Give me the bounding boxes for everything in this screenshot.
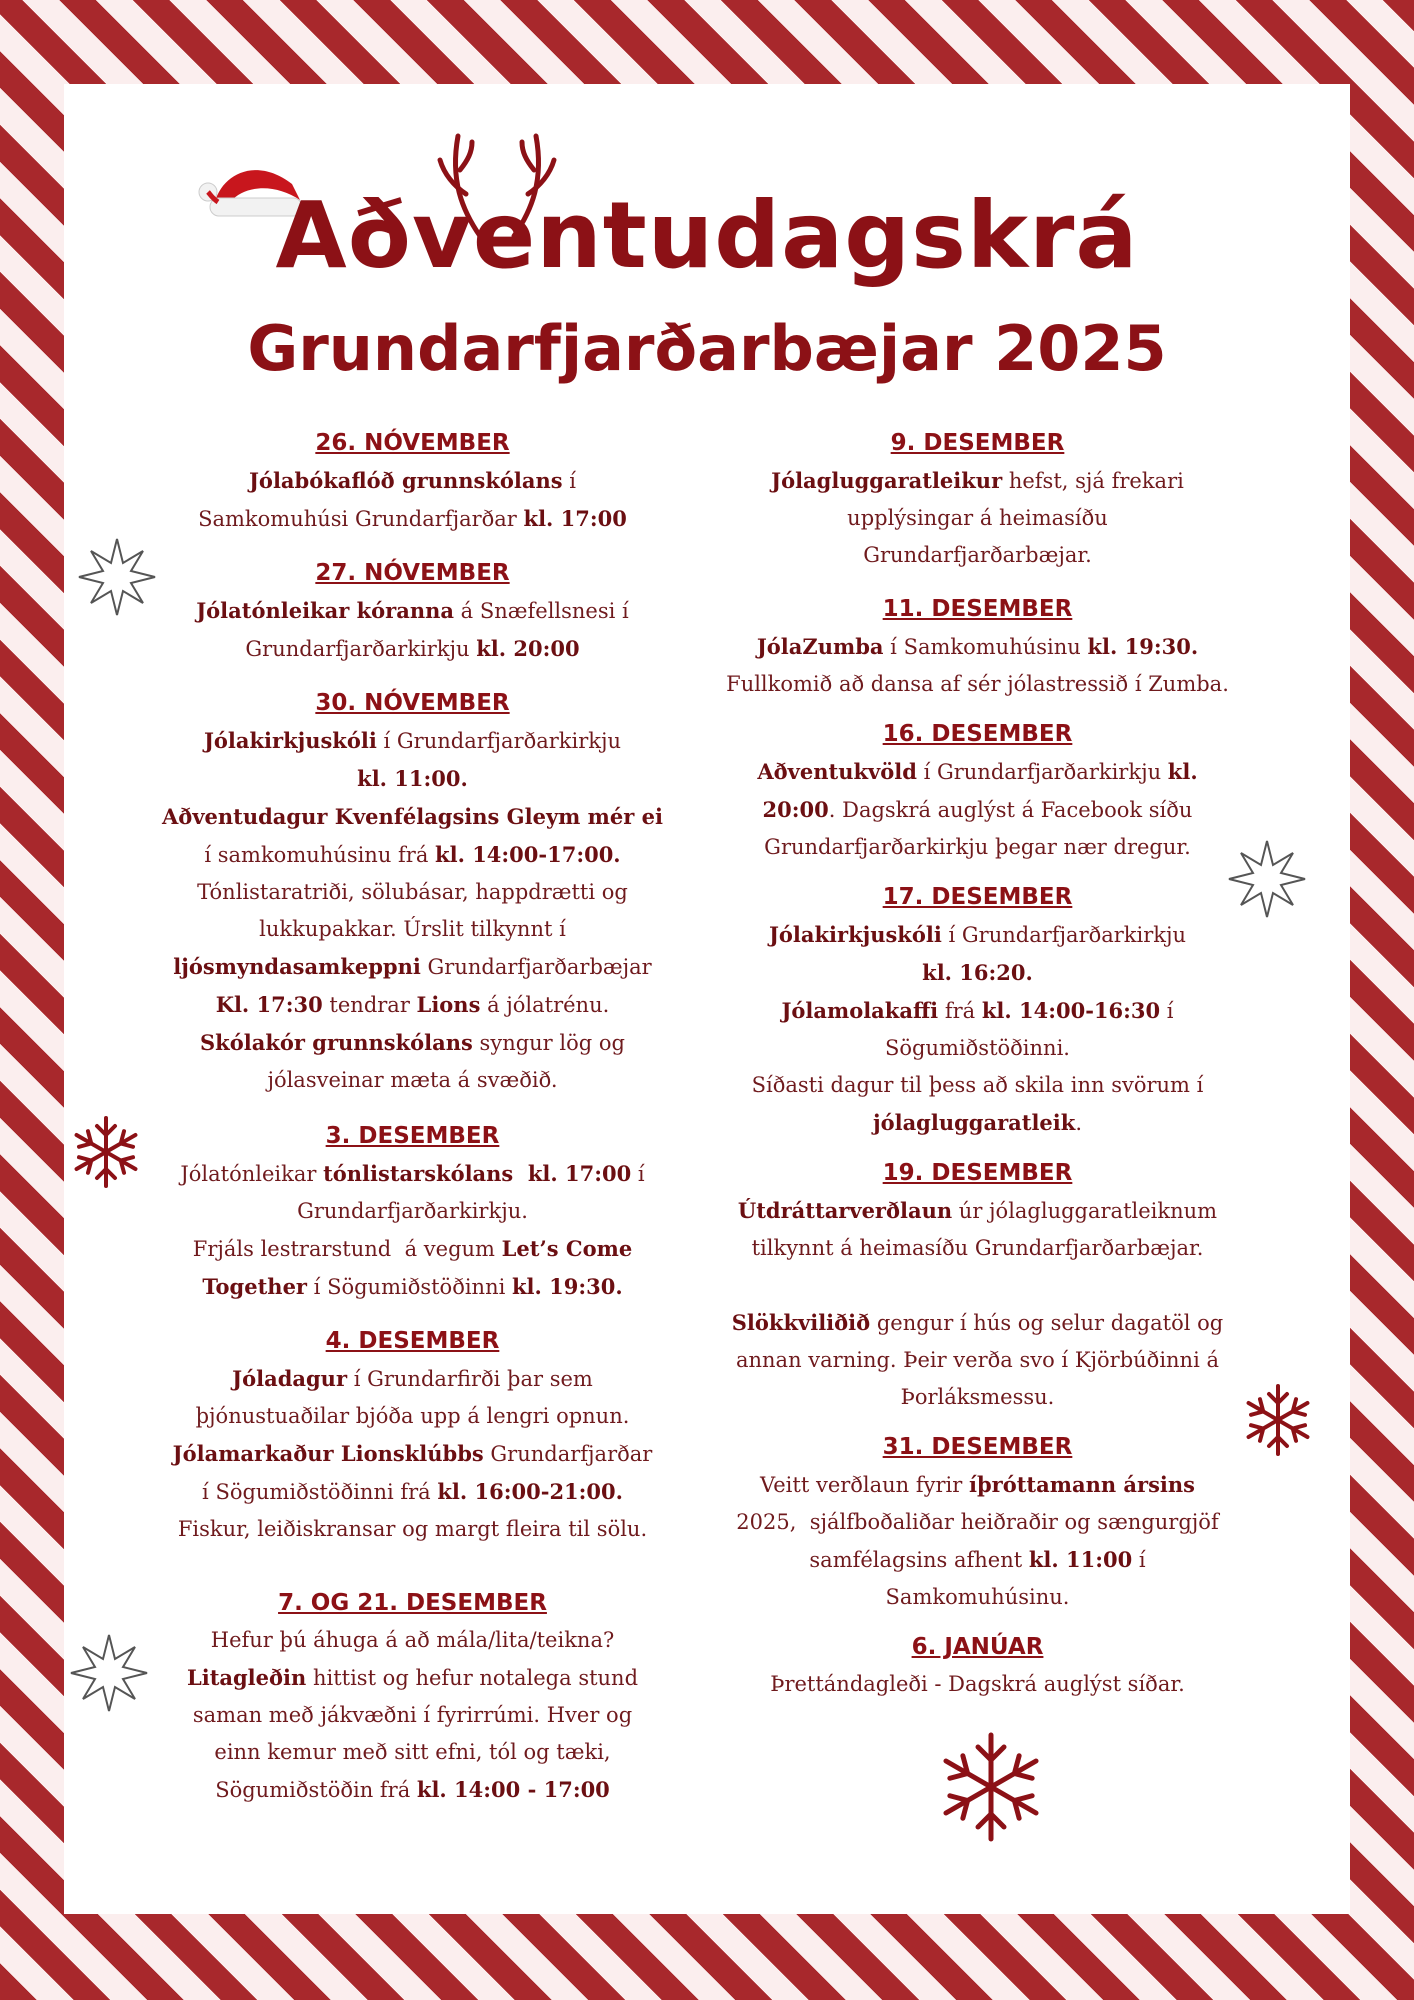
event-date: 17. DESEMBER — [882, 884, 1073, 910]
event-block — [690, 1158, 1265, 1416]
event-line — [690, 462, 1265, 500]
event-text: Grundarfjarðar — [483, 1442, 653, 1466]
event-line — [140, 1193, 685, 1230]
event-text: á jólatrénu. — [480, 993, 610, 1017]
event-block — [690, 1432, 1265, 1616]
event-text: frá — [938, 999, 982, 1023]
highlight-text: Jólamarkaður Lionsklúbbs — [172, 1441, 484, 1466]
event-date: 30. NÓVEMBER — [315, 690, 510, 716]
highlight-text: Jólakirkjuskóli — [203, 728, 377, 753]
event-text: Fullkomið að dansa af sér jólastressið í Zumba. — [726, 672, 1229, 696]
highlight-text: Together — [202, 1274, 307, 1299]
event-line — [140, 874, 685, 911]
event-line — [690, 537, 1265, 574]
event-date: 7. OG 21. DESEMBER — [278, 1590, 547, 1616]
event-date: 3. DESEMBER — [325, 1123, 500, 1149]
event-block — [140, 1121, 685, 1306]
event-text: Sögumiðstöðin frá — [215, 1778, 417, 1802]
event-text: Grundarfjarðarkirkju. — [297, 1199, 528, 1223]
event-text: Hefur þú áhuga á að mála/lita/teikna? — [210, 1628, 615, 1652]
snowflake-icon — [934, 1730, 1048, 1844]
event-text: jólasveinar mæta á svæðið. — [267, 1068, 558, 1092]
event-description — [140, 1155, 685, 1306]
event-date: 11. DESEMBER — [882, 596, 1073, 622]
event-line — [140, 1697, 685, 1734]
event-text: í Sögumiðstöðinni frá — [202, 1480, 438, 1504]
event-line — [690, 1104, 1265, 1142]
event-line — [690, 1230, 1265, 1267]
event-text: í Sögumiðstöðinni — [307, 1275, 512, 1299]
event-date: 9. DESEMBER — [890, 430, 1065, 456]
event-text: syngur lög og — [472, 1031, 625, 1055]
star-icon — [68, 1632, 150, 1714]
event-text: Fiskur, leiðiskransar og margt fleira til sölu. — [177, 1517, 648, 1541]
page-subtitle: Grundarfjarðarbæjar 2025 — [247, 312, 1167, 385]
event-description — [140, 592, 685, 668]
event-line — [140, 462, 685, 500]
event-description — [690, 628, 1265, 703]
event-date: 4. DESEMBER — [325, 1328, 500, 1354]
event-line — [140, 1734, 685, 1771]
event-line — [690, 1541, 1265, 1579]
event-line — [140, 1062, 685, 1099]
star-icon — [76, 536, 158, 618]
event-text: Tónlistaratriði, sölubásar, happdrætti og — [197, 880, 628, 904]
highlight-text: Aðventudagur Kvenfélagsins Gleym mér ei — [162, 804, 663, 829]
event-text: í Grundarfjarðarkirkju — [941, 923, 1187, 947]
event-line — [690, 1579, 1265, 1616]
highlight-text: Litagleðin — [186, 1665, 307, 1690]
event-text: tilkynnt á heimasíðu Grundarfjarðarbæjar. — [751, 1236, 1204, 1260]
event-line — [690, 500, 1265, 537]
event-line — [690, 791, 1265, 829]
event-date: 6. JANÚAR — [911, 1634, 1044, 1660]
event-text: Jólatónleikar — [180, 1162, 324, 1186]
event-line — [140, 1360, 685, 1398]
event-text — [974, 1273, 981, 1297]
event-text: . Dagskrá auglýst á Facebook síðu — [828, 798, 1193, 822]
snowflake-icon — [68, 1114, 144, 1190]
event-line — [690, 1030, 1265, 1067]
event-date: 27. NÓVEMBER — [315, 560, 510, 586]
event-line — [690, 1304, 1265, 1342]
event-line — [690, 753, 1265, 791]
highlight-text: Jólakirkjuskóli — [768, 922, 942, 947]
event-line — [140, 1435, 685, 1473]
event-text: Frjáls lestrarstund á vegum — [192, 1237, 502, 1261]
event-line — [140, 1024, 685, 1062]
highlight-text: 20:00 — [762, 797, 829, 822]
highlight-text: kl. 16:20. — [922, 960, 1033, 985]
highlight-text: Kl. 17:30 — [215, 992, 323, 1017]
event-text: Grundarfjarðarbæjar — [420, 955, 652, 979]
event-line — [690, 1504, 1265, 1541]
highlight-text: Jólabókaflóð grunnskólans — [249, 468, 563, 493]
event-line — [140, 760, 685, 798]
event-text: 2025, sjálfboðaliðar heiðraðir og sængurgjöf — [736, 1510, 1219, 1534]
event-line — [140, 1771, 685, 1809]
event-description — [690, 1192, 1265, 1416]
snowflake-icon — [1240, 1382, 1316, 1458]
highlight-text: Slökkviliðið — [731, 1310, 871, 1335]
event-text: saman með jákvæðni í fyrirrúmi. Hver og — [192, 1703, 633, 1727]
star-icon — [1226, 838, 1308, 920]
highlight-text: kl. 11:00 — [1028, 1547, 1133, 1572]
event-text: upplýsingar á heimasíðu — [847, 506, 1108, 530]
highlight-text: kl. 17:00 — [523, 506, 627, 531]
event-line — [140, 948, 685, 986]
highlight-text: Aðventukvöld — [757, 759, 917, 784]
highlight-text: Jólamolakaffi — [781, 998, 939, 1023]
event-line — [690, 1267, 1265, 1304]
event-line — [690, 916, 1265, 954]
highlight-text: kl. 16:00-21:00. — [437, 1479, 623, 1504]
event-description — [140, 462, 685, 538]
event-line — [690, 829, 1265, 866]
event-date: 19. DESEMBER — [882, 1160, 1073, 1186]
highlight-text: kl. — [1167, 759, 1198, 784]
highlight-text: Lions — [416, 992, 481, 1017]
event-line — [690, 1466, 1265, 1504]
event-line — [140, 836, 685, 874]
highlight-text: kl. 11:00. — [357, 766, 468, 791]
highlight-text: kl. 19:30. — [1087, 634, 1199, 659]
event-text: lukkupakkar. Úrslit tilkynnt í — [259, 917, 566, 941]
page-title: Aðventudagskrá — [275, 182, 1139, 289]
event-date: 26. NÓVEMBER — [315, 430, 510, 456]
event-text: Síðasti dagur til þess að skila inn svörum í — [751, 1073, 1204, 1097]
event-text: á Snæfellsnesi í — [453, 599, 629, 623]
highlight-text: Skólakór grunnskólans — [200, 1030, 473, 1055]
event-block — [690, 719, 1265, 866]
highlight-text: kl. 14:00 - 17:00 — [416, 1777, 610, 1802]
event-text: í — [631, 1162, 645, 1186]
event-description — [690, 462, 1265, 574]
event-line — [140, 986, 685, 1024]
event-text: tendrar — [322, 993, 417, 1017]
right-column — [690, 428, 1265, 1703]
event-line — [690, 1067, 1265, 1104]
event-line — [140, 722, 685, 760]
left-column — [140, 428, 685, 1809]
event-text: í Samkomuhúsinu — [883, 635, 1088, 659]
event-description — [140, 1360, 685, 1548]
event-line — [140, 1473, 685, 1511]
event-date: 16. DESEMBER — [882, 721, 1073, 747]
event-text: Grundarfjarðarkirkju þegar nær dregur. — [764, 835, 1191, 859]
event-block — [140, 428, 685, 538]
event-description — [140, 722, 685, 1099]
event-description — [690, 916, 1265, 1142]
highlight-text: kl. 14:00-16:30 — [981, 998, 1161, 1023]
event-description — [690, 1666, 1265, 1703]
event-block — [140, 1588, 685, 1809]
event-line — [140, 1511, 685, 1548]
event-text: í Grundarfjarðarkirkju — [916, 760, 1168, 784]
event-text: . — [1075, 1111, 1083, 1135]
event-line — [140, 1659, 685, 1697]
event-text: Þorláksmessu. — [900, 1385, 1055, 1409]
event-description — [690, 753, 1265, 866]
highlight-text: kl. 14:00-17:00. — [435, 842, 621, 867]
highlight-text: jólagluggaratleik — [872, 1110, 1076, 1135]
event-line — [690, 954, 1265, 992]
event-text: úr jólagluggaratleiknum — [952, 1199, 1218, 1223]
highlight-text: Útdráttarverðlaun — [737, 1198, 953, 1223]
event-line — [140, 1155, 685, 1193]
event-line — [690, 666, 1265, 703]
highlight-text: JólaZumba — [756, 634, 884, 659]
event-text: hittist og hefur notalega stund — [306, 1666, 639, 1690]
event-text: Sögumiðstöðinni. — [885, 1036, 1070, 1060]
event-line — [690, 1192, 1265, 1230]
event-text: samfélagsins afhent — [809, 1548, 1029, 1572]
event-text: í — [562, 469, 576, 493]
event-text: þjónustuaðilar bjóða upp á lengri opnun. — [195, 1404, 630, 1428]
event-line — [140, 1230, 685, 1268]
event-line — [140, 1398, 685, 1435]
event-text: Þrettándagleði - Dagskrá auglýst síðar. — [770, 1672, 1185, 1696]
highlight-text: ljósmyndasamkeppni — [173, 954, 421, 979]
event-description — [140, 1622, 685, 1809]
event-line — [690, 1342, 1265, 1379]
event-line — [140, 630, 685, 668]
event-text: í samkomuhúsinu frá — [204, 843, 436, 867]
highlight-text: tónlistarskólans kl. 17:00 — [323, 1161, 632, 1186]
event-text: einn kemur með sitt efni, tól og tæki, — [214, 1740, 611, 1764]
event-text: í — [1160, 999, 1174, 1023]
highlight-text: Jólagluggaratleikur — [771, 468, 1003, 493]
event-text: Veitt verðlaun fyrir — [760, 1473, 969, 1497]
event-line — [690, 628, 1265, 666]
highlight-text: kl. 20:00 — [476, 636, 580, 661]
event-text: Grundarfjarðarkirkju — [245, 637, 477, 661]
highlight-text: íþróttamann ársins — [969, 1472, 1195, 1497]
event-block — [140, 558, 685, 668]
event-text: í Grundarfirði þar sem — [347, 1367, 593, 1391]
event-text: í — [1132, 1548, 1146, 1572]
event-line — [140, 500, 685, 538]
event-text: Grundarfjarðarbæjar. — [863, 543, 1092, 567]
event-description — [690, 1466, 1265, 1616]
event-text: gengur í hús og selur dagatöl og — [870, 1311, 1224, 1335]
highlight-text: Let’s Come — [501, 1236, 633, 1261]
event-block — [690, 1632, 1265, 1703]
event-block — [140, 1326, 685, 1548]
event-line — [690, 992, 1265, 1030]
event-line — [140, 1622, 685, 1659]
highlight-text: Jóladagur — [232, 1366, 348, 1391]
event-block — [690, 882, 1265, 1142]
event-line — [140, 798, 685, 836]
event-line — [690, 1379, 1265, 1416]
event-text: hefst, sjá frekari — [1002, 469, 1184, 493]
event-line — [140, 911, 685, 948]
event-text: í Grundarfjarðarkirkju — [376, 729, 622, 753]
event-line — [140, 592, 685, 630]
event-block — [690, 428, 1265, 574]
highlight-text: Jólatónleikar kóranna — [196, 598, 454, 623]
event-text: Samkomuhúsinu. — [885, 1585, 1070, 1609]
event-block — [690, 594, 1265, 703]
highlight-text: kl. 19:30. — [512, 1274, 623, 1299]
event-text: annan varning. Þeir verða svo í Kjörbúðinni á — [735, 1348, 1219, 1372]
event-date: 31. DESEMBER — [882, 1434, 1073, 1460]
event-line — [690, 1666, 1265, 1703]
event-line — [140, 1268, 685, 1306]
event-text: Samkomuhúsi Grundarfjarðar — [198, 507, 524, 531]
event-block — [140, 688, 685, 1099]
